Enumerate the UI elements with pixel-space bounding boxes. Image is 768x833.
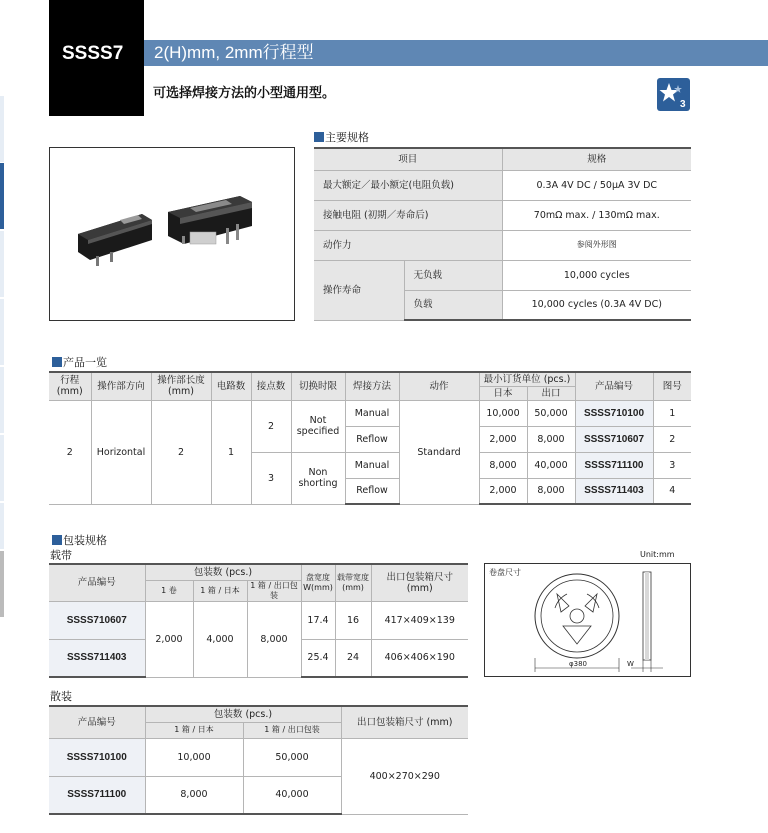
cell-moq-export: 8,000 xyxy=(527,426,575,452)
cell-part-no: SSSS710100 xyxy=(575,400,653,426)
col-length: 操作部长度 (mm) xyxy=(151,372,211,400)
product-list-title: 产品一览 xyxy=(52,354,107,370)
tape-cell-reel-width: 17.4 xyxy=(301,601,335,639)
col-direction: 操作部方向 xyxy=(91,372,151,400)
tape-cell-box-jp: 4,000 xyxy=(193,601,247,677)
specs-section-title: 主要规格 xyxy=(314,129,369,145)
cell-length: 2 xyxy=(151,400,211,504)
tape-col-reel: 1 卷 xyxy=(145,580,193,601)
margin-tab xyxy=(0,299,4,365)
cell-moq-jp: 10,000 xyxy=(479,400,527,426)
badge-number: 3 xyxy=(680,99,686,110)
cell-soldering: Manual xyxy=(345,400,399,426)
cell-soldering: Reflow xyxy=(345,478,399,504)
margin-tab xyxy=(0,551,4,617)
tape-cell-carton: 406×406×190 xyxy=(371,639,468,677)
section-marker xyxy=(52,357,62,367)
tape-col-reel-width: 盘宽度 W(mm) xyxy=(301,564,335,601)
bulk-col-qty: 包装数 (pcs.) xyxy=(145,706,341,722)
bulk-cell-part: SSSS710100 xyxy=(49,738,145,776)
switch-image xyxy=(50,148,294,320)
cell-soldering: Manual xyxy=(345,452,399,478)
tape-cell-part: SSSS710607 xyxy=(49,601,145,639)
bulk-cell-box-export: 40,000 xyxy=(243,776,341,814)
margin-tab-active xyxy=(0,163,4,229)
spec-value: 参阅外形图 xyxy=(502,230,691,260)
star-icon xyxy=(657,78,690,111)
cell-drawing: 1 xyxy=(653,400,691,426)
bulk-cell-carton: 400×270×290 xyxy=(341,738,468,814)
spec-value: 0.3A 4V DC / 50μA 3V DC xyxy=(502,170,691,200)
bulk-col-box-export: 1 箱 / 出口包装 xyxy=(243,722,341,738)
section-marker xyxy=(52,535,62,545)
page-subtitle: 2(H)mm, 2mm行程型 xyxy=(154,43,314,62)
col-moq-export: 出口 xyxy=(527,386,575,400)
spec-label: 动作力 xyxy=(314,230,502,260)
reel-diagram-title: 卷盘尺寸 xyxy=(489,568,521,577)
bulk-cell-part: SSSS711100 xyxy=(49,776,145,814)
bulk-subtitle: 散装 xyxy=(50,690,72,703)
section-marker xyxy=(314,132,324,142)
cell-switching: Non shorting xyxy=(291,452,345,504)
col-travel: 行程 (mm) xyxy=(49,372,91,400)
tape-col-tape-width: 载带宽度 (mm) xyxy=(335,564,371,601)
spec-sublabel: 无负载 xyxy=(404,260,502,290)
margin-tab xyxy=(0,435,4,501)
reel-diameter-label: φ380 xyxy=(569,660,587,668)
specs-table xyxy=(314,147,691,321)
tape-col-carton: 出口包装箱尺寸 (mm) xyxy=(371,564,468,601)
product-table xyxy=(49,371,691,505)
cell-moq-export: 8,000 xyxy=(527,478,575,504)
tape-col-part: 产品编号 xyxy=(49,564,145,601)
spec-sublabel: 负载 xyxy=(404,290,502,320)
cell-moq-export: 40,000 xyxy=(527,452,575,478)
margin-tab xyxy=(0,96,4,162)
specs-header-value: 规格 xyxy=(502,148,691,170)
col-contacts: 接点数 xyxy=(251,372,291,400)
spec-label: 操作寿命 xyxy=(314,260,404,320)
cell-travel: 2 xyxy=(49,400,91,504)
col-drawing: 图号 xyxy=(653,372,691,400)
col-switching: 切换时限 xyxy=(291,372,345,400)
col-moq-jp: 日本 xyxy=(479,386,527,400)
tape-cell-tape-width: 24 xyxy=(335,639,371,677)
tape-col-box-export: 1 箱 / 出口包装 xyxy=(247,580,301,601)
model-title: SSSS7 xyxy=(62,43,124,64)
tape-packaging-table xyxy=(49,563,468,678)
cell-contacts: 2 xyxy=(251,400,291,452)
cell-moq-jp: 2,000 xyxy=(479,426,527,452)
cell-moq-export: 50,000 xyxy=(527,400,575,426)
unit-label: Unit:mm xyxy=(640,550,675,559)
cell-direction: Horizontal xyxy=(91,400,151,504)
reel-drawing xyxy=(485,564,690,676)
reel-diagram xyxy=(484,563,691,677)
tape-cell-reel: 2,000 xyxy=(145,601,193,677)
spec-label: 最大额定／最小额定(电阻负载) xyxy=(314,170,502,200)
spec-value: 10,000 cycles (0.3A 4V DC) xyxy=(502,290,691,320)
cell-contacts: 3 xyxy=(251,452,291,504)
cell-drawing: 4 xyxy=(653,478,691,504)
cell-drawing: 2 xyxy=(653,426,691,452)
tape-subtitle: 载带 xyxy=(50,549,72,562)
bulk-col-part: 产品编号 xyxy=(49,706,145,738)
tape-cell-part: SSSS711403 xyxy=(49,639,145,677)
star-rating-badge xyxy=(657,78,690,111)
cell-soldering: Reflow xyxy=(345,426,399,452)
margin-tab xyxy=(0,503,4,549)
specs-header-item: 项目 xyxy=(314,148,502,170)
bulk-cell-box-jp: 8,000 xyxy=(145,776,243,814)
spec-value: 70mΩ max. / 130mΩ max. xyxy=(502,200,691,230)
col-operation: 动作 xyxy=(399,372,479,400)
bulk-col-box-jp: 1 箱 / 日本 xyxy=(145,722,243,738)
cell-moq-jp: 8,000 xyxy=(479,452,527,478)
reel-width-label: W xyxy=(627,660,634,668)
tape-cell-reel-width: 25.4 xyxy=(301,639,335,677)
spec-label: 接触电阻 (初期／寿命后) xyxy=(314,200,502,230)
cell-part-no: SSSS710607 xyxy=(575,426,653,452)
cell-part-no: SSSS711100 xyxy=(575,452,653,478)
tape-cell-carton: 417×409×139 xyxy=(371,601,468,639)
margin-tab xyxy=(0,231,4,297)
col-moq: 最小订货单位 (pcs.) xyxy=(479,372,575,386)
col-soldering: 焊接方法 xyxy=(345,372,399,400)
cell-switching: Not specified xyxy=(291,400,345,452)
tape-col-qty: 包装数 (pcs.) xyxy=(145,564,301,580)
tape-cell-tape-width: 16 xyxy=(335,601,371,639)
col-circuits: 电路数 xyxy=(211,372,251,400)
cell-operation: Standard xyxy=(399,400,479,504)
bulk-cell-box-export: 50,000 xyxy=(243,738,341,776)
bulk-packaging-table xyxy=(49,705,468,815)
product-photo xyxy=(49,147,295,321)
cell-part-no: SSSS711403 xyxy=(575,478,653,504)
bulk-cell-box-jp: 10,000 xyxy=(145,738,243,776)
product-description: 可选择焊接方法的小型通用型。 xyxy=(153,86,336,101)
tape-col-box-jp: 1 箱 / 日本 xyxy=(193,580,247,601)
packaging-title: 包装规格 xyxy=(52,532,107,548)
margin-tab xyxy=(0,367,4,433)
cell-moq-jp: 2,000 xyxy=(479,478,527,504)
tape-cell-box-export: 8,000 xyxy=(247,601,301,677)
cell-circuits: 1 xyxy=(211,400,251,504)
spec-value: 10,000 cycles xyxy=(502,260,691,290)
col-part-no: 产品编号 xyxy=(575,372,653,400)
cell-drawing: 3 xyxy=(653,452,691,478)
bulk-col-carton: 出口包装箱尺寸 (mm) xyxy=(341,706,468,738)
